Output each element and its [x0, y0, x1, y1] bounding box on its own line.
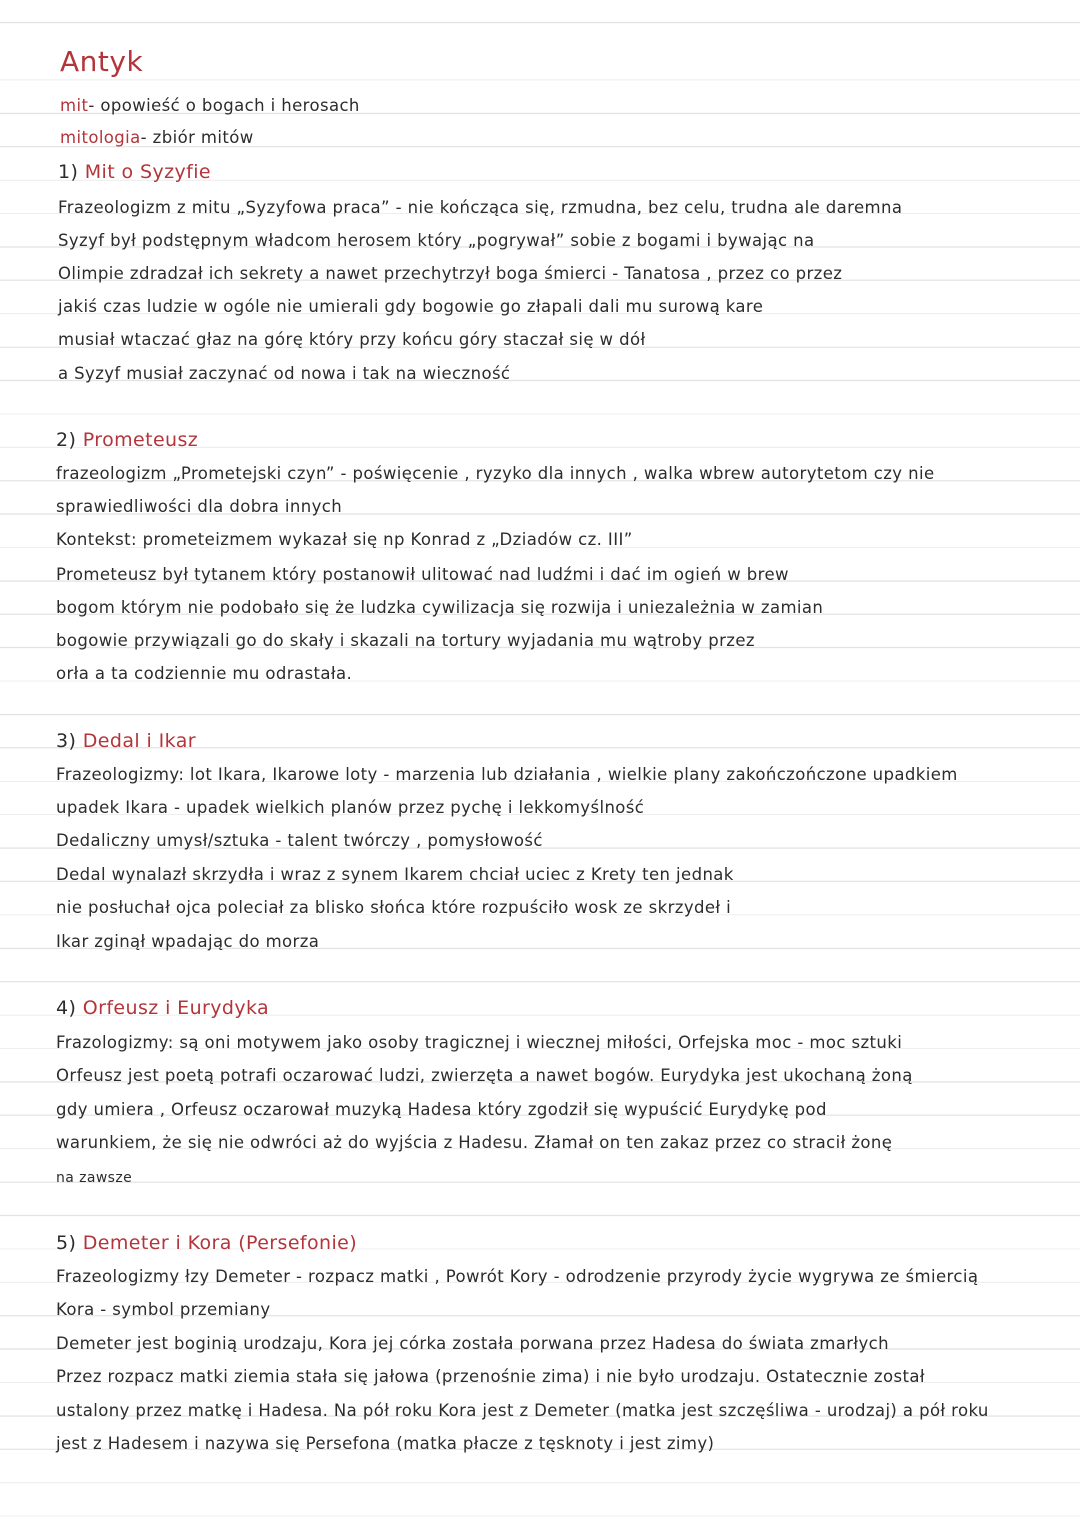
- section-4-line: Frazologizmy: są oni motywem jako osoby tragicznej i wiecznej miłości, Orfejska moc - moc sztuki: [56, 1033, 903, 1052]
- section-3-line: Ikar zginął wpadając do morza: [56, 932, 320, 951]
- section-title: Prometeusz: [82, 429, 199, 451]
- section-3-line: Dedal wynalazł skrzydła i wraz z synem Ikarem chciał uciec z Krety ten jednak: [56, 865, 734, 884]
- section-1-line: jakiś czas ludzie w ogóle nie umierali gdy bogowie go złapali dali mu surową kare: [58, 297, 764, 316]
- section-number: 4): [56, 997, 77, 1019]
- section-2-line: Prometeusz był tytanem który postanowił ulitować nad ludźmi i dać im ogień w brew: [56, 565, 789, 584]
- section-number: 1): [58, 161, 79, 183]
- section-2-line: Kontekst: prometeizmem wykazał się np Konrad z „Dziadów cz. III”: [56, 530, 633, 549]
- section-5-line: ustalony przez matkę i Hadesa. Na pół roku Kora jest z Demeter (matka jest szczęśliwa - urodzaj) a pół roku: [56, 1401, 989, 1420]
- page-title: Antyk: [60, 45, 144, 78]
- section-1-heading: [58, 162, 211, 182]
- section-4-line: gdy umiera , Orfeusz oczarował muzyką Hadesa który zgodził się wypuścić Eurydykę pod: [56, 1100, 827, 1119]
- section-3-line: Frazeologizmy: lot Ikara, Ikarowe loty - marzenia lub działania , wielkie plany zakończończone upadkiem: [56, 765, 958, 784]
- term-mit-definition: - opowieść o bogach i herosach: [88, 96, 360, 115]
- section-2-line: sprawiedliwości dla dobra innych: [56, 497, 343, 516]
- term-mitologia-definition: - zbiór mitów: [140, 128, 254, 147]
- section-title: Demeter i Kora (Persefonie): [82, 1232, 358, 1254]
- section-4-line: Orfeusz jest poetą potrafi oczarować ludzi, zwierzęta a nawet bogów. Eurydyka jest ukochaną żoną: [56, 1066, 913, 1085]
- definition-mit: [60, 96, 360, 116]
- section-1-line: Olimpie zdradzał ich sekrety a nawet przechytrzył boga śmierci - Tanatosa , przez co przez: [58, 264, 843, 283]
- section-1-line: Frazeologizm z mitu „Syzyfowa praca” - nie kończąca się, rzmudna, bez celu, trudna ale daremna: [58, 198, 903, 217]
- section-5-line: Kora - symbol przemiany: [56, 1300, 271, 1319]
- section-2-heading: [56, 430, 198, 450]
- section-number: 3): [56, 730, 77, 752]
- section-1-line: Syzyf był podstępnym władcom herosem który „pogrywał” sobie z bogami i bywając na: [58, 231, 815, 250]
- term-mit: mit: [60, 96, 89, 115]
- term-mitologia: mitologia: [60, 128, 141, 147]
- section-1-line: musiał wtaczać głaz na górę który przy końcu góry staczał się w dół: [58, 330, 646, 349]
- section-number: 2): [56, 429, 77, 451]
- section-title: Dedal i Ikar: [82, 730, 196, 752]
- section-2-line: bogom którym nie podobało się że ludzka cywilizacja się rozwija i uniezależnia w zamian: [56, 598, 824, 617]
- definition-mitologia: [60, 128, 254, 148]
- section-3-line: upadek Ikara - upadek wielkich planów przez pychę i lekkomyślność: [56, 798, 645, 817]
- section-5-line: jest z Hadesem i nazywa się Persefona (matka płacze z tęsknoty i jest zimy): [56, 1434, 715, 1453]
- section-5-line: Frazeologizmy łzy Demeter - rozpacz matki , Powrót Kory - odrodzenie przyrody życie wygrywa ze śmiercią: [56, 1267, 979, 1286]
- section-5-line: Demeter jest boginią urodzaju, Kora jej córka została porwana przez Hadesa do świata zmarłych: [56, 1334, 889, 1353]
- section-5-heading: [56, 1233, 357, 1253]
- section-4-line: na zawsze: [56, 1170, 133, 1186]
- section-title: Orfeusz i Eurydyka: [82, 997, 270, 1019]
- section-2-line: frazeologizm „Prometejski czyn” - poświęcenie , ryzyko dla innych , walka wbrew autorytetom czy nie: [56, 464, 935, 483]
- section-number: 5): [56, 1232, 77, 1254]
- section-1-line: a Syzyf musiał zaczynać od nowa i tak na wieczność: [58, 364, 511, 383]
- section-2-line: orła a ta codziennie mu odrastała.: [56, 664, 353, 683]
- section-title: Mit o Syzyfie: [84, 161, 211, 183]
- section-4-line: warunkiem, że się nie odwróci aż do wyjścia z Hadesu. Złamał on ten zakaz przez co stracił żonę: [56, 1133, 893, 1152]
- section-3-line: Dedaliczny umysł/sztuka - talent twórczy , pomysłowość: [56, 831, 543, 850]
- section-4-heading: [56, 998, 269, 1018]
- section-3-heading: [56, 731, 196, 751]
- section-5-line: Przez rozpacz matki ziemia stała się jałowa (przenośnie zima) i nie było urodzaju. Ostatecznie został: [56, 1367, 925, 1386]
- section-2-line: bogowie przywiązali go do skały i skazali na tortury wyjadania mu wątroby przez: [56, 631, 755, 650]
- section-3-line: nie posłuchał ojca poleciał za blisko słońca które rozpuściło wosk ze skrzydeł i: [56, 898, 732, 917]
